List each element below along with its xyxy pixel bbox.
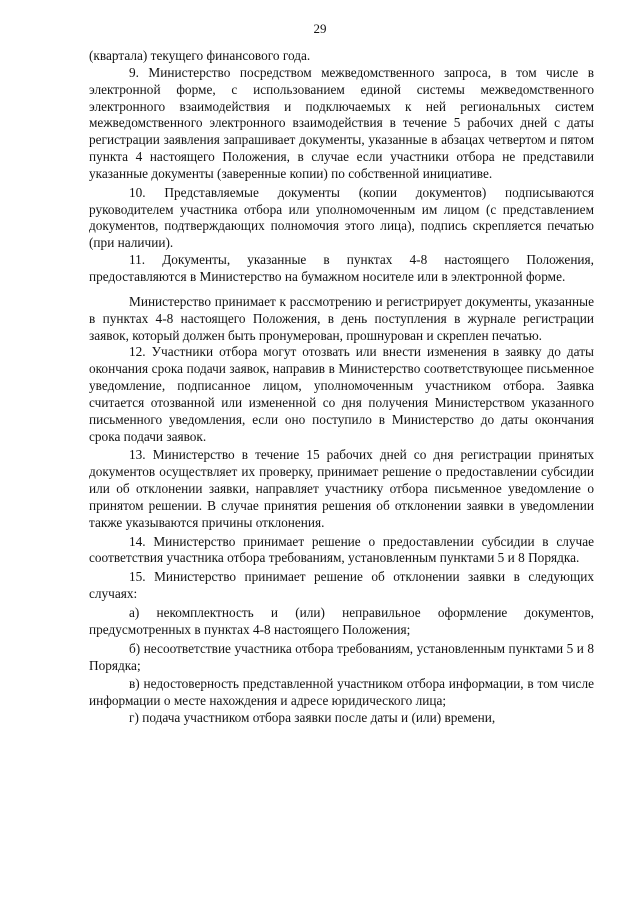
paragraph-item-11: 11. Документы, указанные в пунктах 4-8 настоящего Положения, предоставляются в Министерство на бумажном носителе или в электронной форме. (89, 252, 594, 284)
paragraph-subitem-a: а) некомплектность и (или) неправильное оформление документов, предусмотренных в пунктах 4-8 настоящего Положения; (89, 605, 594, 637)
paragraph-item-15: 15. Министерство принимает решение об отклонении заявки в следующих случаях: (89, 569, 594, 602)
page-number: 29 (313, 21, 327, 36)
paragraph-subitem-b: б) несоответствие участника отбора требованиям, установленным пунктами 5 и 8 Порядка; (89, 640, 594, 673)
paragraph-continuation: (квартала) текущего финансового года. (89, 48, 311, 63)
paragraph-subitem-v: в) недостоверность представленной участником отбора информации, в том числе информации о месте нахождения и адресе юридического лица; (89, 676, 594, 709)
paragraph-item-13: 13. Министерство в течение 15 рабочих дней со дня регистрации принятых документов осуществляет их проверку, принимает решение о предоставлении субсидии или об отклонении заявки, направляет участнику отбора письменное уведомление о принятом решении. В случае принятия решения об отклонении заявки в уведомлении также указываются причины отклонения. (89, 447, 594, 530)
paragraph-item-9: 9. Министерство посредством межведомственного запроса, в том числе в электронной форме, с использованием единой системы межведомственного электронного взаимодействия и подключаемых к ней региональных систем межведомственного электронного взаимодействия в течение 5 рабочих дней с даты регистрации заявления запрашивает документы, указанные в абзацах четвертом и пятом пункта 4 настоящего Положения, в случае если участники отбора не представили указанные документы (заверенные копии) по собственной инициативе. (89, 64, 594, 181)
paragraph-item-12: 12. Участники отбора могут отозвать или внести изменения в заявку до даты окончания срока подачи заявок, направив в Министерство соответствующее письменное уведомление, подписанное лицом, уполномоченным участником отбора. Заявка считается отозванной или измененной со дня получения Министерством указанного письменного уведомления, если оно поступило в Министерство до даты окончания срока подачи заявок. (89, 344, 594, 444)
paragraph-subitem-g: г) подача участником отбора заявки после даты и (или) времени, (129, 710, 496, 726)
paragraph-item-10: 10. Представляемые документы (копии документов) подписываются руководителем участника отбора или уполномоченным им лицом (с представлением документов, подтверждающих полномочия этого лица), подпись скрепляется печатью (при наличии). (89, 184, 594, 251)
document-body (89, 48, 594, 727)
paragraph-item-14: 14. Министерство принимает решение о предоставлении субсидии в случае соответствия участника отбора требованиям, установленным пунктами 5 и 8 Порядка. (89, 533, 594, 566)
paragraph-registration: Министерство принимает к рассмотрению и регистрирует документы, указанные в пунктах 4-8 настоящего Положения, в день поступления в журнале регистрации заявок, который должен быть пронумерован, прошнурован и скреплен печатью. (89, 293, 594, 343)
